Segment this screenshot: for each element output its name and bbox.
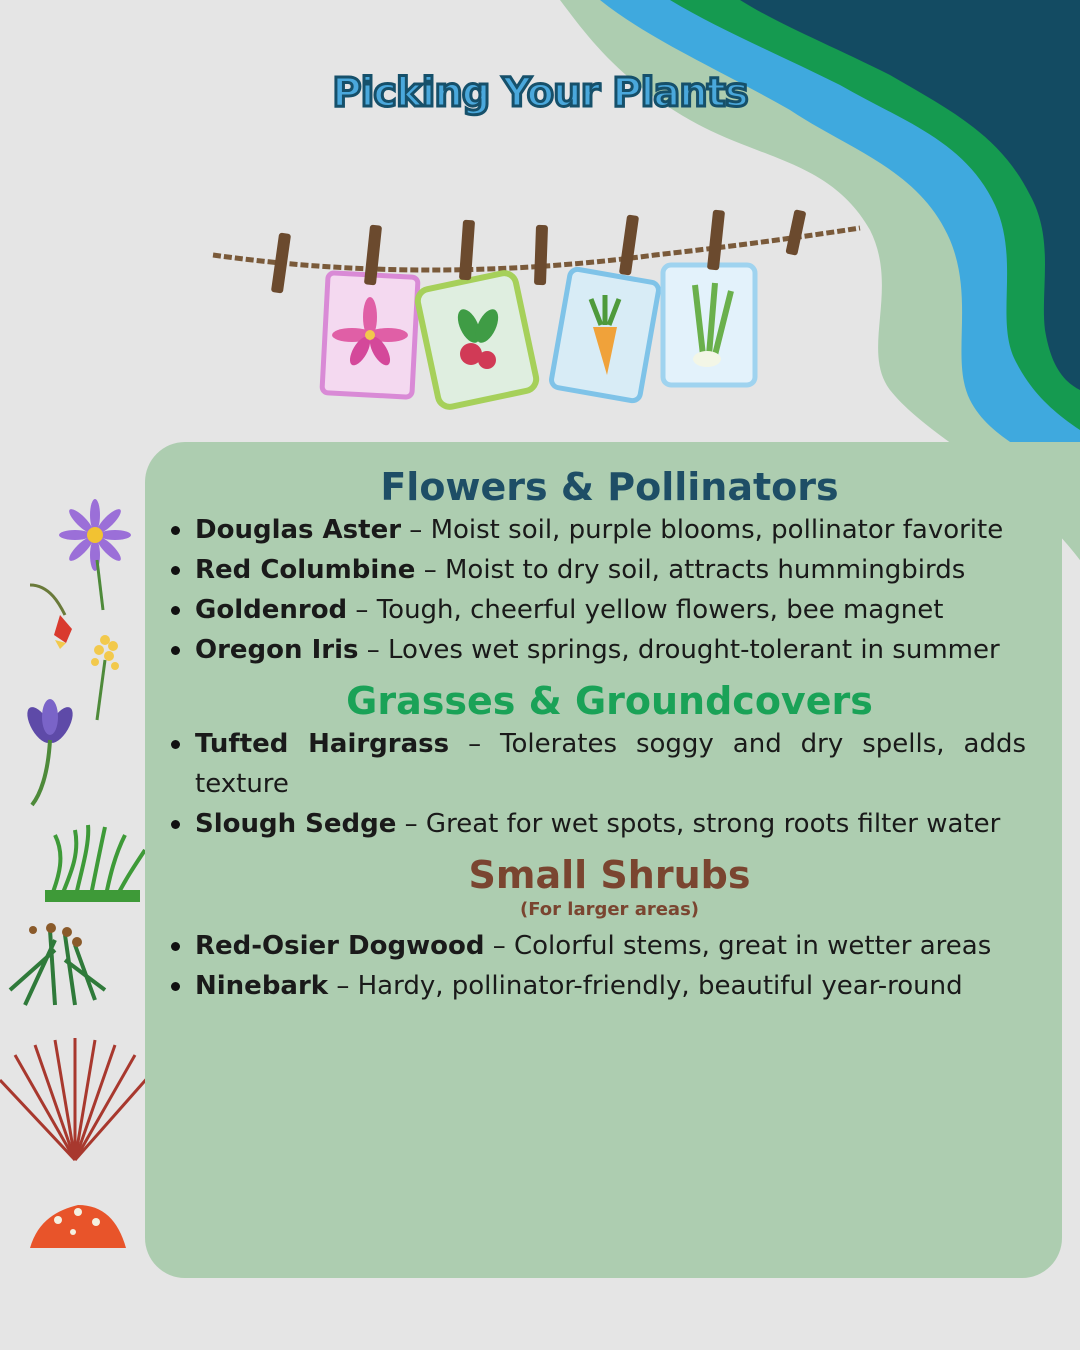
plant-desc: – Moist to dry soil, attracts hummingbirds (415, 555, 966, 585)
plant-name: Oregon Iris (195, 635, 359, 665)
grass-tuft-icon (45, 825, 145, 902)
lily-card (322, 273, 418, 398)
flowers-list (193, 510, 1026, 670)
leek-card (663, 265, 755, 385)
dogwood-shrub-icon (0, 1038, 150, 1160)
plant-desc: – Hardy, pollinator-friendly, beautiful year-round (328, 971, 963, 1001)
plant-name: Red-Osier Dogwood (195, 931, 485, 961)
plant-desc: – Tolerates soggy and dry spells, adds texture (195, 729, 1026, 799)
shrubs-list (193, 926, 1026, 1006)
sedge-icon (10, 923, 105, 1005)
list-item (193, 804, 1026, 844)
goldenrod-icon (91, 635, 119, 720)
radish-card (416, 271, 539, 409)
plant-desc: – Colorful stems, great in wetter areas (484, 931, 992, 961)
shrubs-heading: Small Shrubs (468, 853, 751, 897)
list-item (193, 510, 1026, 550)
aster-icon (59, 499, 131, 610)
ninebark-shrub-icon (30, 1205, 126, 1248)
list-item (193, 630, 1026, 670)
columbine-icon (30, 585, 72, 649)
list-item (193, 926, 1026, 966)
list-item (193, 724, 1026, 804)
list-item (193, 966, 1026, 1006)
list-item (193, 590, 1026, 630)
plant-name: Red Columbine (195, 555, 416, 585)
plant-name: Douglas Aster (195, 515, 402, 545)
plant-name: Slough Sedge (195, 809, 397, 839)
plant-desc: – Moist soil, purple blooms, pollinator favorite (401, 515, 1004, 545)
plant-name: Tufted Hairgrass (195, 729, 450, 759)
plant-name: Goldenrod (195, 595, 348, 625)
list-item (193, 550, 1026, 590)
iris-icon (22, 699, 78, 805)
clothesline-illustration (205, 200, 875, 420)
shrubs-note: (For larger areas) (519, 899, 700, 920)
plant-list-card (145, 442, 1062, 1278)
page-title: Picking Your Plants (332, 70, 748, 116)
flowers-heading: Flowers & Pollinators (380, 465, 839, 509)
plant-desc: – Great for wet spots, strong roots filter water (396, 809, 1001, 839)
plant-name: Ninebark (195, 971, 329, 1001)
carrot-card (550, 268, 659, 402)
grasses-list (193, 724, 1026, 844)
grasses-heading: Grasses & Groundcovers (346, 679, 873, 723)
plant-desc: – Tough, cheerful yellow flowers, bee magnet (347, 595, 944, 625)
plant-desc: – Loves wet springs, drought-tolerant in summer (358, 635, 1000, 665)
